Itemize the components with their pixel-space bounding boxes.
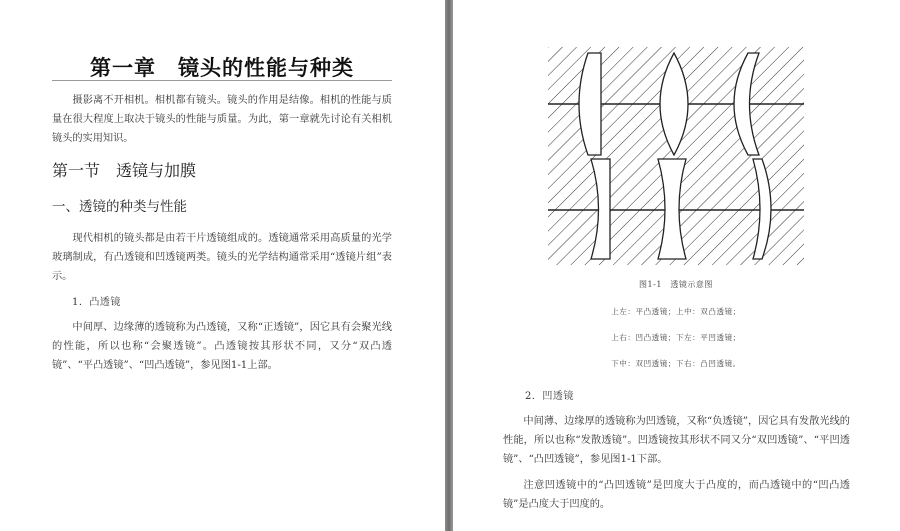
- section-title: 第一节 透镜与加膜: [52, 161, 197, 180]
- right-page: [453, 0, 900, 531]
- chapter-title: 第一章 镜头的性能与种类: [90, 56, 354, 80]
- lens-diagram-figure: [548, 47, 804, 265]
- figure-caption: 图1-1 透镜示意图: [639, 280, 713, 289]
- paragraph-note: 注意凹透镜中的“凸凹透镜”是凹度大于凸度的，而凸透镜中的“凹凸透镜”是凸度大于凹度的。: [503, 480, 850, 510]
- left-page: [0, 0, 445, 531]
- figure-legend-line-2: 上右：凹凸透镜；下左：平凹透镜；: [611, 333, 741, 342]
- figure-legend-line-3: 下中：双凹透镜；下右：凸凹透镜。: [611, 359, 741, 368]
- item-title-concave: 2．凹透镜: [525, 391, 574, 402]
- figure-legend-line-1: 上左：平凸透镜；上中：双凸透镜；: [611, 307, 741, 316]
- paragraph-convex-lens: 中间厚、边缘薄的透镜称为凸透镜，又称“正透镜”，因它具有会聚光线的性能，所以也称“会聚透镜”。凸透镜按其形状不同，又分“双凸透镜”、“平凸透镜”、“凹凸透镜”，参见图1-1上部。: [52, 322, 392, 371]
- subsection-title: 一、透镜的种类与性能: [52, 199, 187, 215]
- chapter-title-rule: [52, 80, 392, 81]
- book-spine-divider: [445, 0, 453, 531]
- paragraph-lens-overview: 现代相机的镜头都是由若干片透镜组成的。透镜通常采用高质量的光学玻璃制成，有凸透镜和凹透镜两类。镜头的光学结构通常采用“透镜片组”表示。: [52, 233, 392, 282]
- intro-paragraph: 摄影离不开相机。相机都有镜头。镜头的作用是结像。相机的性能与质量在很大程度上取决于镜头的性能与质量。为此，第一章就先讨论有关相机镜头的实用知识。: [52, 95, 392, 144]
- paragraph-concave-lens: 中间薄、边缘厚的透镜称为凹透镜，又称“负透镜”，因它具有发散光线的性能，所以也称“发散透镜”。凹透镜按其形状不同又分“双凹透镜”、“平凹透镜”、“凸凹透镜”，参见图1-1下部。: [503, 416, 850, 465]
- item-title-convex: 1．凸透镜: [72, 297, 121, 308]
